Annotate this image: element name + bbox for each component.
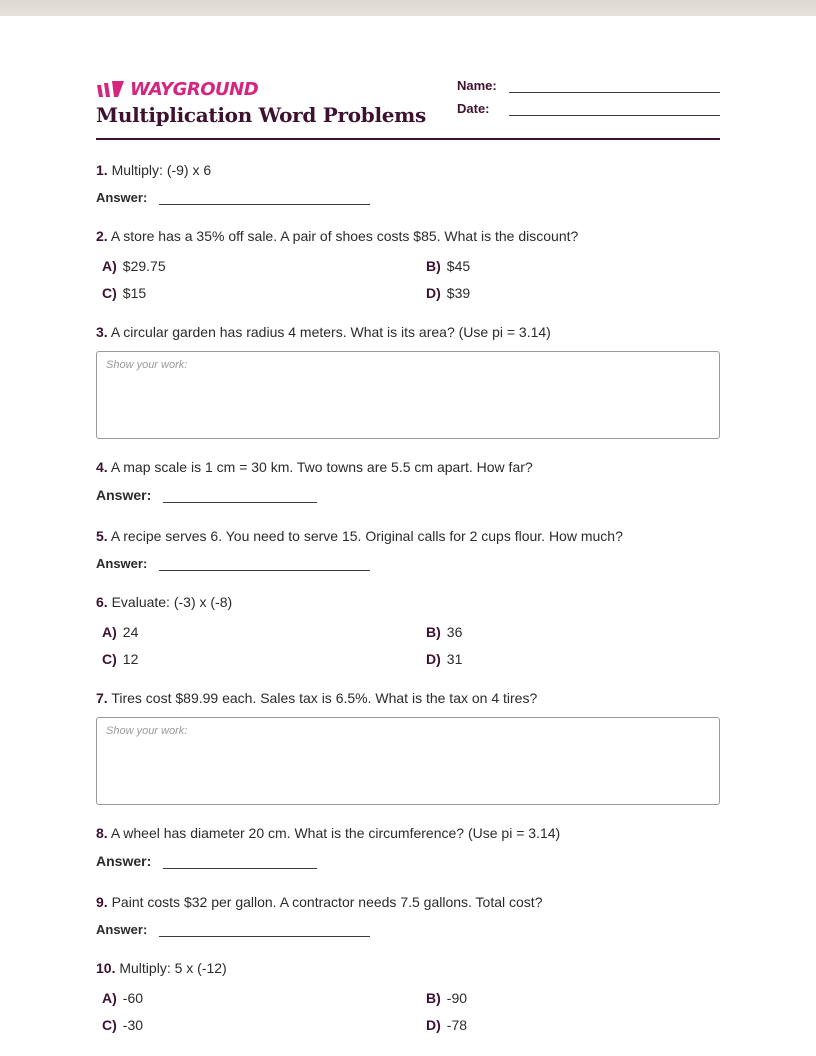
question-number: 10. xyxy=(96,960,116,976)
option-a[interactable] xyxy=(102,624,138,640)
brand-logo xyxy=(96,79,258,99)
answer-field[interactable] xyxy=(96,190,370,205)
question-2 xyxy=(96,228,720,244)
question-7 xyxy=(96,690,720,706)
option-text: 31 xyxy=(446,651,463,667)
option-text: -90 xyxy=(446,990,468,1006)
option-letter: B) xyxy=(426,258,441,274)
question-number: 3. xyxy=(96,324,108,340)
option-b[interactable] xyxy=(426,624,462,640)
option-text: 36 xyxy=(446,624,463,640)
option-text: -30 xyxy=(122,1017,144,1033)
answer-field[interactable] xyxy=(96,922,370,937)
option-letter: D) xyxy=(426,285,441,301)
question-number: 7. xyxy=(96,690,108,706)
option-text: $29.75 xyxy=(122,258,166,274)
option-d[interactable] xyxy=(426,1017,467,1033)
question-text: Tires cost $89.99 each. Sales tax is 6.5%. What is the tax on 4 tires? xyxy=(111,690,538,706)
question-text: A recipe serves 6. You need to serve 15. Original calls for 2 cups flour. How much? xyxy=(110,528,623,544)
question-8 xyxy=(96,825,720,841)
answer-label: Answer: xyxy=(96,853,152,869)
question-text: A store has a 35% off sale. A pair of shoes costs $85. What is the discount? xyxy=(110,228,579,244)
date-label: Date: xyxy=(457,101,490,116)
option-letter: C) xyxy=(102,651,117,667)
work-box[interactable] xyxy=(96,717,720,805)
answer-label: Answer: xyxy=(96,556,148,571)
question-number: 4. xyxy=(96,459,108,475)
work-placeholder: Show your work: xyxy=(106,725,188,737)
option-letter: A) xyxy=(102,990,117,1006)
answer-field[interactable] xyxy=(96,487,317,503)
option-d[interactable] xyxy=(426,651,462,667)
option-letter: B) xyxy=(426,990,441,1006)
option-text: $39 xyxy=(446,285,471,301)
option-letter: C) xyxy=(102,1017,117,1033)
option-d[interactable] xyxy=(426,285,470,301)
question-number: 9. xyxy=(96,894,108,910)
option-text: 24 xyxy=(122,624,139,640)
answer-line[interactable] xyxy=(159,922,370,937)
option-c[interactable] xyxy=(102,651,138,667)
question-10 xyxy=(96,960,720,976)
option-text: -78 xyxy=(446,1017,468,1033)
top-bar xyxy=(0,0,816,16)
question-3 xyxy=(96,324,720,340)
option-text: $45 xyxy=(446,258,471,274)
date-line[interactable] xyxy=(509,103,720,116)
answer-line[interactable] xyxy=(163,488,317,503)
question-4 xyxy=(96,459,720,475)
question-number: 5. xyxy=(96,528,108,544)
page-title: Multiplication Word Problems xyxy=(96,103,427,127)
option-letter: D) xyxy=(426,651,441,667)
answer-line[interactable] xyxy=(159,556,370,571)
question-6 xyxy=(96,594,720,610)
option-c[interactable] xyxy=(102,285,146,301)
question-number: 1. xyxy=(96,162,108,178)
answer-label: Answer: xyxy=(96,922,148,937)
answer-field[interactable] xyxy=(96,556,370,571)
name-label: Name: xyxy=(457,78,497,93)
answer-line[interactable] xyxy=(163,854,317,869)
option-text: $15 xyxy=(122,285,147,301)
question-text: Multiply: 5 x (-12) xyxy=(119,960,227,976)
option-letter: A) xyxy=(102,258,117,274)
name-line[interactable] xyxy=(509,80,720,93)
answer-field[interactable] xyxy=(96,853,317,869)
option-letter: C) xyxy=(102,285,117,301)
option-letter: B) xyxy=(426,624,441,640)
question-text: Evaluate: (-3) x (-8) xyxy=(111,594,233,610)
name-field[interactable] xyxy=(457,78,720,93)
question-text: A map scale is 1 cm = 30 km. Two towns are 5.5 cm apart. How far? xyxy=(110,459,533,475)
answer-line[interactable] xyxy=(159,190,370,205)
question-9 xyxy=(96,894,720,910)
question-number: 8. xyxy=(96,825,108,841)
header-divider xyxy=(96,138,720,140)
question-text: A circular garden has radius 4 meters. What is its area? (Use pi = 3.14) xyxy=(110,324,551,340)
date-field[interactable] xyxy=(457,101,720,116)
option-b[interactable] xyxy=(426,990,467,1006)
brand-name: WAYGROUND xyxy=(130,78,259,100)
question-5 xyxy=(96,528,720,544)
answer-label: Answer: xyxy=(96,487,152,503)
option-a[interactable] xyxy=(102,990,143,1006)
option-a[interactable] xyxy=(102,258,166,274)
option-text: 12 xyxy=(122,651,139,667)
question-number: 2. xyxy=(96,228,108,244)
work-box[interactable] xyxy=(96,351,720,439)
question-number: 6. xyxy=(96,594,108,610)
question-1 xyxy=(96,162,720,178)
answer-label: Answer: xyxy=(96,190,148,205)
question-text: A wheel has diameter 20 cm. What is the circumference? (Use pi = 3.14) xyxy=(110,825,561,841)
option-letter: D) xyxy=(426,1017,441,1033)
option-text: -60 xyxy=(122,990,144,1006)
option-b[interactable] xyxy=(426,258,470,274)
question-text: Multiply: (-9) x 6 xyxy=(111,162,212,178)
work-placeholder: Show your work: xyxy=(106,359,188,371)
question-text: Paint costs $32 per gallon. A contractor needs 7.5 gallons. Total cost? xyxy=(111,894,543,910)
wayground-logo-icon xyxy=(96,79,126,99)
option-c[interactable] xyxy=(102,1017,143,1033)
option-letter: A) xyxy=(102,624,117,640)
